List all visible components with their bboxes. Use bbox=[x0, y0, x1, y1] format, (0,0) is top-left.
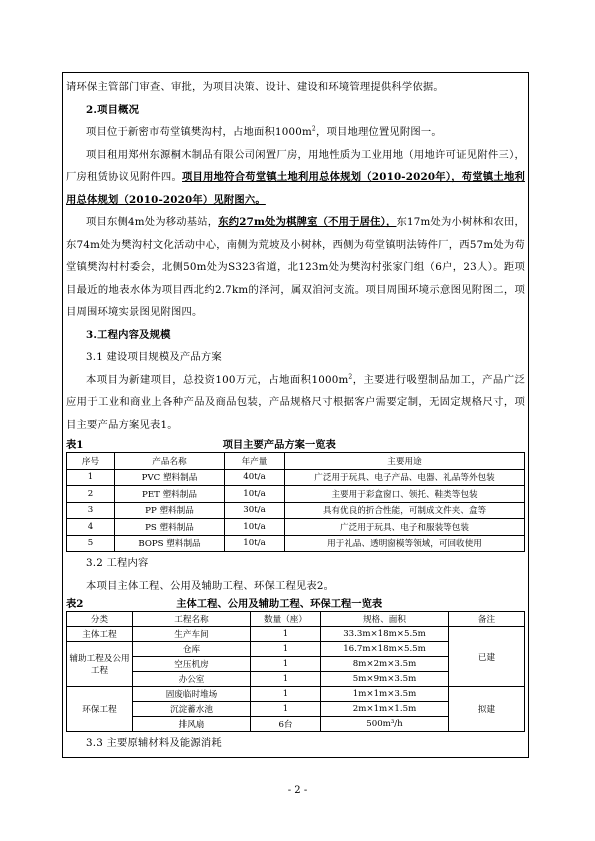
table-cell: 10t/a bbox=[225, 519, 285, 536]
table-cell: 沉淀蓄水池 bbox=[133, 702, 251, 717]
table-cell: 30t/a bbox=[225, 502, 285, 519]
table-row bbox=[67, 519, 525, 536]
table-cell: 16.7m×18m×5.5m bbox=[321, 642, 449, 657]
column-header: 序号 bbox=[67, 453, 115, 470]
table-1-label: 表1 bbox=[66, 439, 84, 451]
surroundings-paragraph: 项目东侧4m处为移动基站，东约27m处为棋牌室（不用于居住），东17m处为小树林和农田，东74m处为樊沟村文化活动中心，南侧为荒坡及小树林，西侧为苟堂镇明法铸件厂，西57m处为苟堂镇樊沟村村委会，北侧50m处为S323省道，北123m处为樊沟村张家门组（6户，23人）。距项目最近的地表水体为项目西北约2.7km的泽河，属双洎河支流。项目周围环境示意图见附图二，项目周围环境实景图见附图四。 bbox=[66, 216, 525, 318]
column-header: 工程名称 bbox=[133, 612, 251, 627]
table-cell: 6台 bbox=[251, 717, 321, 732]
table-cell: PP 塑料制品 bbox=[115, 502, 225, 519]
section-3-1-heading: 3.1 建设项目规模及产品方案 bbox=[86, 351, 222, 363]
table-cell: 具有优良的折合性能，可制成文件夹、盒等 bbox=[285, 502, 525, 519]
chess-room-underlined-text: 东约27m处为棋牌室（不用于居住）， bbox=[218, 216, 397, 228]
table-cell: 空压机房 bbox=[133, 657, 251, 672]
table-cell: 40t/a bbox=[225, 469, 285, 486]
table-cell: 生产车间 bbox=[133, 627, 251, 642]
land-plan-underlined-text: 项目用地符合苟堂镇土地利用总体规划（2010-2020年），苟堂镇土地利用总体规划（2010-2020年）见附图六。 bbox=[66, 171, 526, 206]
table-1-title: 项目主要产品方案一览表 bbox=[222, 439, 336, 451]
table-cell: 2m×1m×1.5m bbox=[321, 702, 449, 717]
table-cell: 10t/a bbox=[225, 486, 285, 503]
table-1-caption bbox=[66, 438, 525, 452]
table-cell: 固废临时堆场 bbox=[133, 687, 251, 702]
table-cell: 1 bbox=[251, 657, 321, 672]
table-2-caption bbox=[66, 597, 525, 611]
table-cell: PVC 塑料制品 bbox=[115, 469, 225, 486]
section-3-3-heading: 3.3 主要原辅材料及能源消耗 bbox=[86, 737, 222, 749]
table-cell: 2 bbox=[67, 486, 115, 503]
works-paragraph: 本项目主体工程、公用及辅助工程、环保工程见表2。 bbox=[86, 579, 335, 592]
table-cell: 1 bbox=[251, 672, 321, 687]
table-cell: PET 塑料制品 bbox=[115, 486, 225, 503]
remark-cell: 已建 bbox=[449, 627, 525, 687]
table-cell: 办公室 bbox=[133, 672, 251, 687]
table-cell: 排风扇 bbox=[133, 717, 251, 732]
column-header: 规格、面积 bbox=[321, 612, 449, 627]
table-2-title: 主体工程、公用及辅助工程、环保工程一览表 bbox=[176, 598, 383, 610]
table-cell: 3 bbox=[67, 502, 115, 519]
location-paragraph: 项目位于新密市苟堂镇樊沟村，占地面积$1000m^2$，项目地理位置见附图一。 bbox=[86, 125, 442, 138]
table-header-row bbox=[67, 612, 525, 627]
table-cell: 5 bbox=[67, 535, 115, 552]
works-table bbox=[66, 611, 525, 732]
table-row bbox=[67, 535, 525, 552]
table-cell: 10t/a bbox=[225, 535, 285, 552]
column-header: 数量（座） bbox=[251, 612, 321, 627]
table-cell: 1 bbox=[67, 469, 115, 486]
document-body bbox=[66, 76, 525, 755]
category-cell: 辅助工程及公用工程 bbox=[67, 642, 133, 687]
column-header: 年产量 bbox=[225, 453, 285, 470]
table-cell: 500m³/h bbox=[321, 717, 449, 732]
table-row bbox=[67, 486, 525, 503]
table-cell: 广泛用于玩具、电子和服装等包装 bbox=[285, 519, 525, 536]
table-2-label: 表2 bbox=[66, 598, 84, 610]
table-header-row bbox=[67, 453, 525, 470]
section-3-heading: 3.工程内容及规模 bbox=[86, 328, 171, 341]
column-header: 产品名称 bbox=[115, 453, 225, 470]
intro-paragraph: 请环保主管部门审查、审批，为项目决策、设计、建设和环境管理提供科学依据。 bbox=[66, 81, 444, 93]
table-cell: 1 bbox=[251, 642, 321, 657]
table-cell: 主要用于彩盒窗口、领托、鞋类等包装 bbox=[285, 486, 525, 503]
table-row bbox=[67, 469, 525, 486]
section-3-2-heading: 3.2 工程内容 bbox=[86, 557, 149, 569]
table-cell: 8m×2m×3.5m bbox=[321, 657, 449, 672]
page-number: - 2 - bbox=[287, 785, 308, 796]
column-header: 分类 bbox=[67, 612, 133, 627]
category-cell: 主体工程 bbox=[67, 627, 133, 642]
table-cell: BOPS 塑料制品 bbox=[115, 535, 225, 552]
table-cell: 1 bbox=[251, 627, 321, 642]
table-cell: 5m×9m×3.5m bbox=[321, 672, 449, 687]
column-header: 备注 bbox=[449, 612, 525, 627]
table-cell: 33.3m×18m×5.5m bbox=[321, 627, 449, 642]
table-cell: 仓库 bbox=[133, 642, 251, 657]
product-table bbox=[66, 452, 525, 552]
table-row bbox=[67, 627, 525, 642]
table-cell: 广泛用于玩具、电子产品、电器、礼品等外包装 bbox=[285, 469, 525, 486]
remark-cell: 拟建 bbox=[449, 687, 525, 732]
table-row bbox=[67, 687, 525, 702]
category-cell: 环保工程 bbox=[67, 687, 133, 732]
land-use-paragraph: 项目租用郑州东源桐木制品有限公司闲置厂房，用地性质为工业用地（用地许可证见附件三），厂房租赁协议见附件四。项目用地符合苟堂镇土地利用总体规划（2010-2020年），苟堂镇土地利用总体规划（2010-2020年）见附图六。 bbox=[66, 148, 526, 206]
table-cell: 4 bbox=[67, 519, 115, 536]
column-header: 主要用途 bbox=[285, 453, 525, 470]
section-2-heading: 2.项目概况 bbox=[86, 103, 140, 116]
scale-paragraph: 本项目为新建项目，总投资100万元，占地面积$1000m^2$，主要进行吸塑制品加工，产品广泛应用于工业和商业上各种产品及商品包装，产品规格尺寸根据客户需要定制，无固定规格尺寸，项目主要产品方案见表1。 bbox=[66, 373, 525, 431]
table-cell: 用于礼品、透明窗模等领域，可回收使用 bbox=[285, 535, 525, 552]
table-cell: 1 bbox=[251, 702, 321, 717]
table-cell: 1 bbox=[251, 687, 321, 702]
table-cell: PS 塑料制品 bbox=[115, 519, 225, 536]
table-row bbox=[67, 502, 525, 519]
table-cell: 1m×1m×3.5m bbox=[321, 687, 449, 702]
